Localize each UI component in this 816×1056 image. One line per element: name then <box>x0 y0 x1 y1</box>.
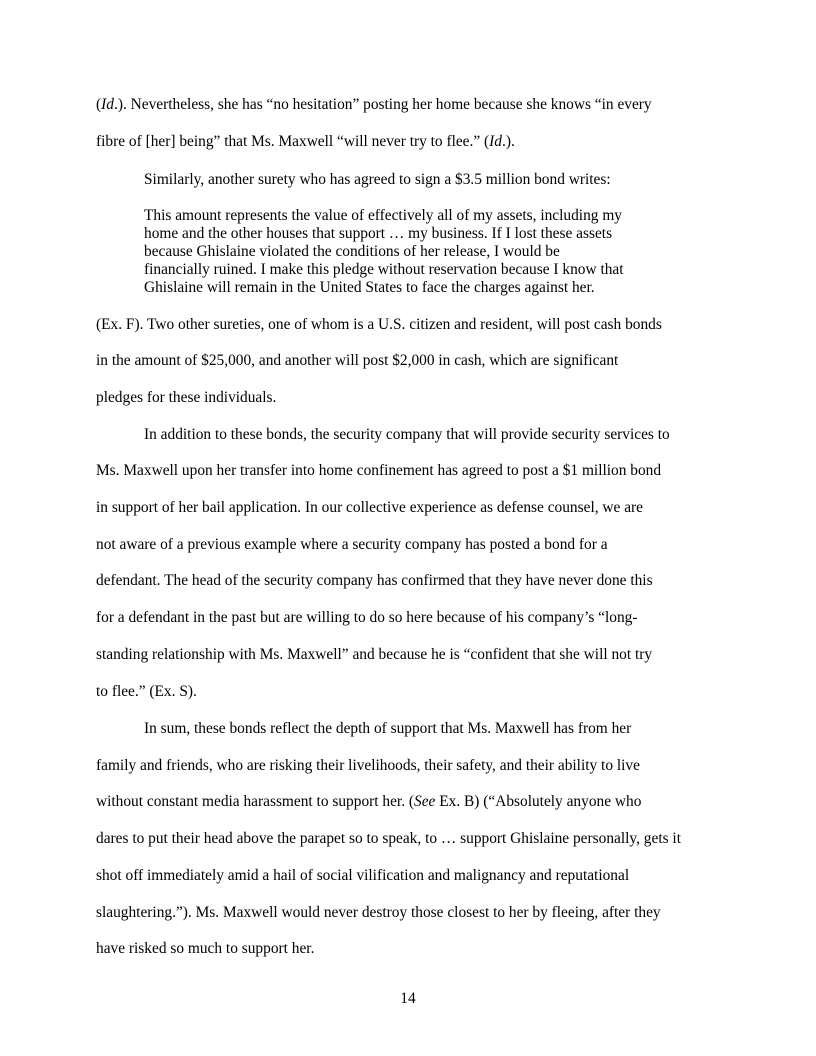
text-line: dares to put their head above the parapet so to speak, to … support Ghislaine personally, gets it <box>96 830 681 847</box>
quote-line: home and the other houses that support … my business. If I lost these assets <box>144 225 613 242</box>
text-line: shot off immediately amid a hail of social vilification and malignancy and reputational <box>96 867 630 884</box>
quote-line: This amount represents the value of effectively all of my assets, including my <box>144 207 622 224</box>
text-line: slaughtering.”). Ms. Maxwell would never destroy those closest to her by fleeing, after they <box>96 904 661 921</box>
page-number: 14 <box>400 990 416 1007</box>
quote-line: Ghislaine will remain in the United States to face the charges against her. <box>144 279 595 296</box>
quote-line: financially ruined. I make this pledge without reservation because I know that <box>144 261 624 278</box>
text-line: fibre of [her] being” that Ms. Maxwell “will never try to flee.” (Id.). <box>96 133 515 150</box>
text-line: (Id.). Nevertheless, she has “no hesitation” posting her home because she knows “in every <box>96 96 652 113</box>
text-line: in support of her bail application. In our collective experience as defense counsel, we are <box>96 499 643 516</box>
text-line: defendant. The head of the security company has confirmed that they have never done this <box>96 572 653 589</box>
text-line: family and friends, who are risking their livelihoods, their safety, and their ability to live <box>96 757 640 774</box>
quote-line: because Ghislaine violated the conditions of her release, I would be <box>144 243 560 260</box>
text-line: for a defendant in the past but are willing to do so here because of his company’s “long- <box>96 609 638 626</box>
text-line: not aware of a previous example where a security company has posted a bond for a <box>96 536 608 553</box>
text-line: Similarly, another surety who has agreed to sign a $3.5 million bond writes: <box>144 171 611 188</box>
text-line: in the amount of $25,000, and another will post $2,000 in cash, which are significant <box>96 352 619 369</box>
text-line: to flee.” (Ex. S). <box>96 683 197 700</box>
text-line: standing relationship with Ms. Maxwell” and because he is “confident that she will not try <box>96 646 653 663</box>
text-line: Ms. Maxwell upon her transfer into home confinement has agreed to post a $1 million bond <box>96 462 662 479</box>
text-line: (Ex. F). Two other sureties, one of whom is a U.S. citizen and resident, will post cash bonds <box>96 316 662 333</box>
text-line: In addition to these bonds, the security company that will provide security services to <box>144 426 670 443</box>
text-line: without constant media harassment to support her. (See Ex. B) (“Absolutely anyone who <box>96 793 642 810</box>
text-line: have risked so much to support her. <box>96 940 315 957</box>
text-line: In sum, these bonds reflect the depth of support that Ms. Maxwell has from her <box>144 720 632 737</box>
text-line: pledges for these individuals. <box>96 389 277 406</box>
